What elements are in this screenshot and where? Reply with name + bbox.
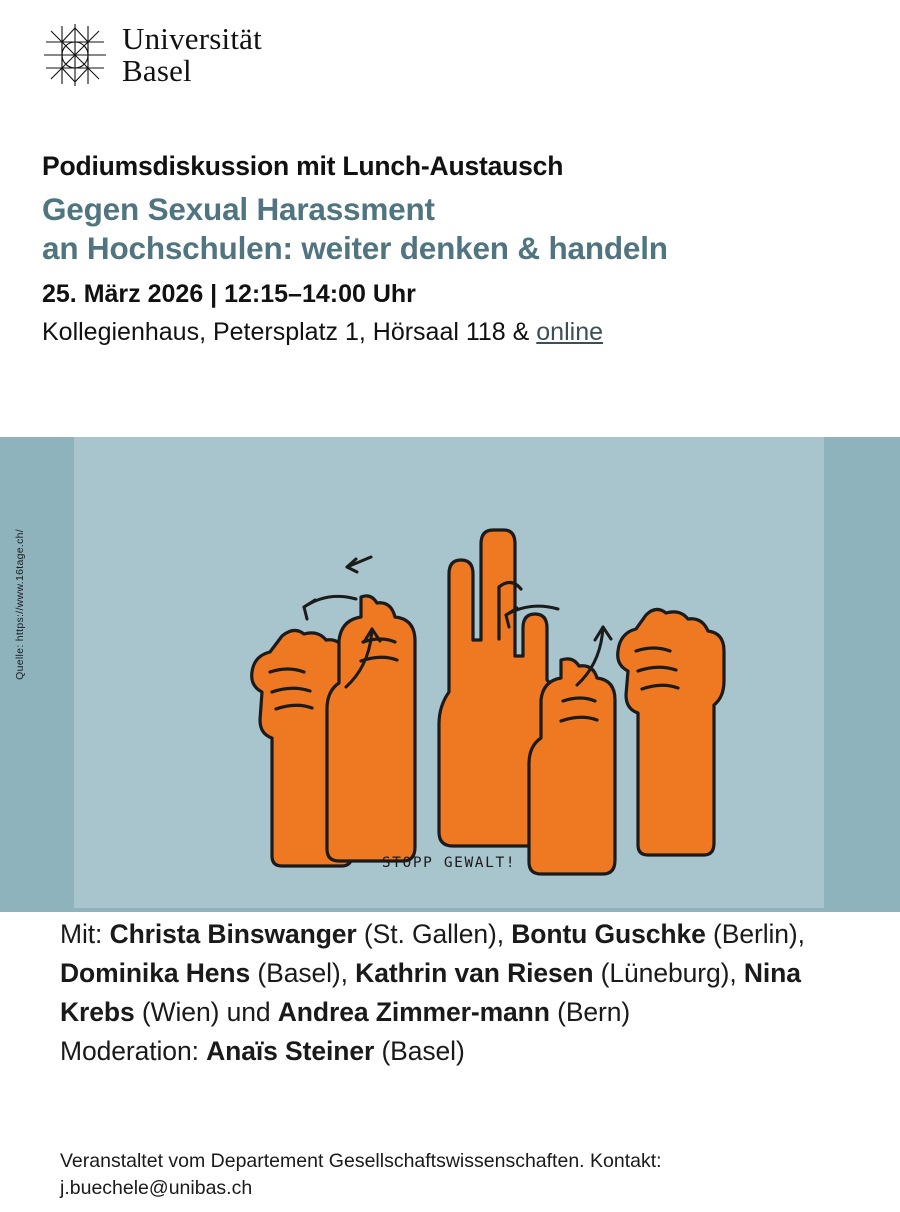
raised-fists-illustration <box>74 437 824 908</box>
page-title <box>42 190 872 269</box>
moderator-name: Anaïs Steiner <box>206 1035 375 1066</box>
illustration-caption: STOPP GEWALT! <box>381 855 517 871</box>
wordmark-line-2: Basel <box>122 53 192 88</box>
participant-affiliation-5: (Bern) <box>549 996 631 1027</box>
participant-affiliation-0: (St. Gallen), <box>356 919 512 949</box>
online-link[interactable]: online <box>536 318 604 347</box>
participants-line <box>60 915 870 1032</box>
moderation-line <box>60 1032 870 1071</box>
participant-affiliation-3: (Lüneburg), <box>593 957 744 988</box>
event-venue <box>42 317 872 347</box>
panel-info <box>60 915 870 1071</box>
participant-name-0: Christa Binswanger <box>109 919 357 949</box>
university-logo <box>42 22 262 88</box>
moderation-label: Moderation: <box>60 1035 207 1066</box>
organizer-footer <box>60 1148 880 1202</box>
university-wordmark <box>122 23 262 86</box>
moderator-affiliation: (Basel) <box>374 1035 465 1066</box>
title-line-1: Gegen Sexual Harassment <box>42 190 435 227</box>
basel-crest-icon <box>42 22 108 88</box>
participant-affiliation-4: (Wien) und <box>134 996 278 1027</box>
venue-text: Kollegienhaus, Petersplatz 1, Hörsaal 118 & <box>42 318 537 347</box>
participant-name-3: Kathrin van Riesen <box>355 957 594 988</box>
participant-name-4: Nina Krebs <box>60 957 801 1027</box>
event-header <box>42 152 872 347</box>
participant-affiliation-2: (Basel), <box>250 957 356 988</box>
participant-name-5: Andrea Zimmer-mann <box>277 996 550 1027</box>
participants-prefix: Mit: <box>60 919 110 949</box>
organizer-text: Veranstaltet vom Departement Gesellschaftswissenschaften. Kontakt: <box>60 1150 662 1172</box>
event-kicker: Podiumsdiskussion mit Lunch-Austausch <box>42 151 564 181</box>
participant-affiliation-1: (Berlin), <box>705 919 805 949</box>
event-datetime: 25. März 2026 | 12:15–14:00 Uhr <box>42 280 416 309</box>
illustration-band <box>0 437 900 912</box>
arm-right-inner <box>529 659 615 874</box>
participant-name-2: Dominika Hens <box>60 957 251 988</box>
title-line-2: an Hochschulen: weiter denken & handeln <box>42 230 668 267</box>
contact-email[interactable]: j.buechele@unibas.ch <box>60 1176 253 1199</box>
participant-name-1: Bontu Guschke <box>511 919 706 949</box>
wordmark-line-1: Universität <box>122 21 262 57</box>
image-source-note: Quelle: https://www.16tage.ch/ <box>14 529 26 680</box>
